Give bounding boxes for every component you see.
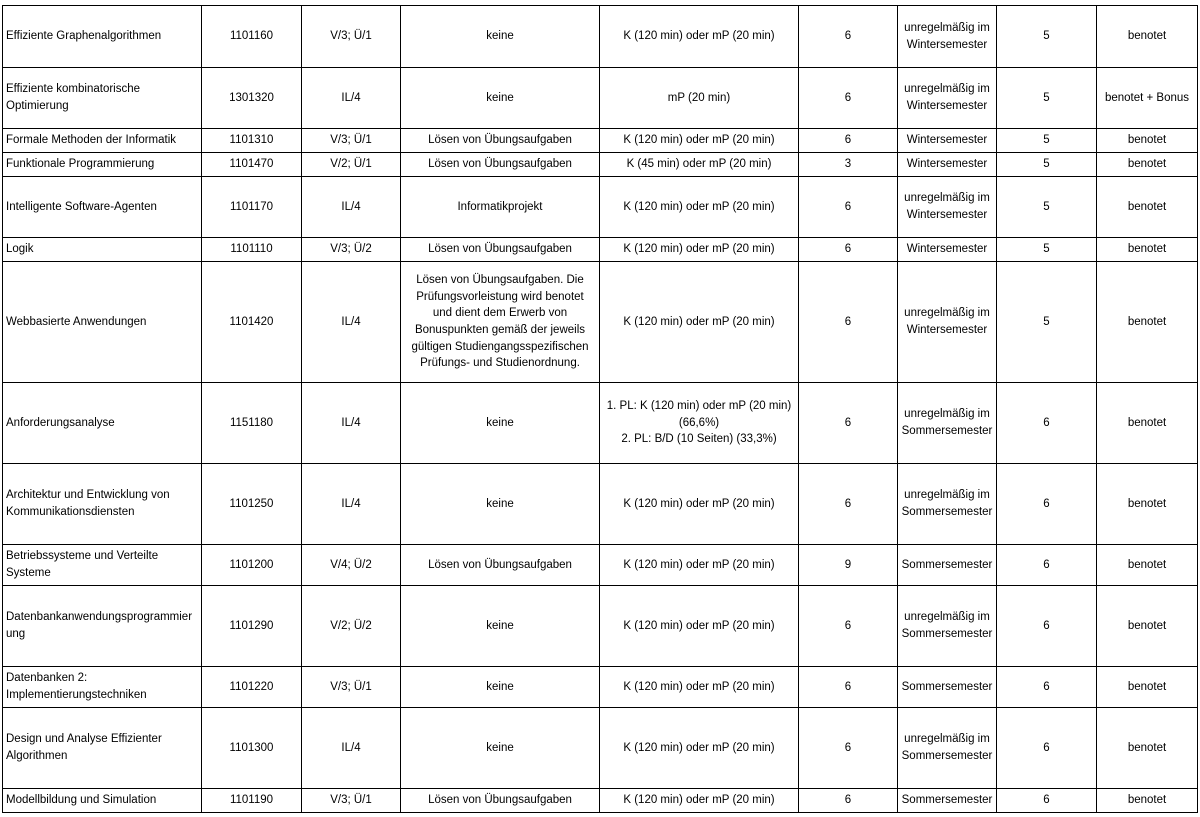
module-number: 1101310 [202, 129, 302, 153]
exam-form-line: 2. PL: B/D (10 Seiten) (33,3%) [621, 433, 777, 446]
teaching-form: IL/4 [302, 262, 401, 383]
module-number: 1101190 [202, 789, 302, 813]
exam-form [600, 383, 799, 464]
grading: benotet [1097, 238, 1198, 262]
module-number: 1301320 [202, 68, 302, 129]
grading: benotet [1097, 262, 1198, 383]
prerequisite: Lösen von Übungsaufgaben [401, 238, 600, 262]
grading: benotet [1097, 586, 1198, 667]
prerequisite: Lösen von Übungsaufgaben [401, 153, 600, 177]
exam-form: K (120 min) oder mP (20 min) [600, 586, 799, 667]
credit-points: 6 [799, 68, 898, 129]
prerequisite: Informatikprojekt [401, 177, 600, 238]
term-offered: Sommersemester [898, 789, 997, 813]
prerequisite: keine [401, 68, 600, 129]
teaching-form: IL/4 [302, 464, 401, 545]
prerequisite: Lösen von Übungsaufgaben [401, 789, 600, 813]
prerequisite: Lösen von Übungsaufgaben. Die Prüfungsvorleistung wird benotet und dient dem Erwerb von Bonuspunkten gemäß der jeweils gültigen Studiengangsspezifischen Prüfungs- und Studienordnung. [401, 262, 600, 383]
module-number: 1101290 [202, 586, 302, 667]
prerequisite: keine [401, 6, 600, 68]
module-number: 1101170 [202, 177, 302, 238]
credit-points: 6 [799, 586, 898, 667]
term-offered: Wintersemester [898, 153, 997, 177]
prerequisite: Lösen von Übungsaufgaben [401, 129, 600, 153]
table-row [3, 464, 1198, 545]
teaching-form: V/3; Ü/1 [302, 129, 401, 153]
exam-form: K (45 min) oder mP (20 min) [600, 153, 799, 177]
semester: 5 [997, 177, 1097, 238]
exam-form: K (120 min) oder mP (20 min) [600, 238, 799, 262]
table-row [3, 238, 1198, 262]
exam-form: K (120 min) oder mP (20 min) [600, 667, 799, 708]
prerequisite: keine [401, 464, 600, 545]
module-name: Anforderungsanalyse [3, 383, 202, 464]
module-table [2, 5, 1198, 813]
grading: benotet [1097, 6, 1198, 68]
prerequisite: keine [401, 383, 600, 464]
semester: 6 [997, 545, 1097, 586]
table-row [3, 262, 1198, 383]
credit-points: 3 [799, 153, 898, 177]
credit-points: 6 [799, 177, 898, 238]
term-offered: Sommersemester [898, 545, 997, 586]
module-name: Effiziente kombinatorische Optimierung [3, 68, 202, 129]
semester: 6 [997, 708, 1097, 789]
exam-form: K (120 min) oder mP (20 min) [600, 464, 799, 545]
term-offered: unregelmäßig im Wintersemester [898, 262, 997, 383]
table-row [3, 129, 1198, 153]
credit-points: 6 [799, 708, 898, 789]
module-name: Modellbildung und Simulation [3, 789, 202, 813]
prerequisite: Lösen von Übungsaufgaben [401, 545, 600, 586]
table-row [3, 6, 1198, 68]
table-row [3, 545, 1198, 586]
teaching-form: V/3; Ü/2 [302, 238, 401, 262]
credit-points: 6 [799, 262, 898, 383]
table-row [3, 383, 1198, 464]
module-number: 1101420 [202, 262, 302, 383]
module-number: 1101220 [202, 667, 302, 708]
exam-form: K (120 min) oder mP (20 min) [600, 129, 799, 153]
credit-points: 6 [799, 789, 898, 813]
table-row [3, 789, 1198, 813]
exam-form: K (120 min) oder mP (20 min) [600, 177, 799, 238]
term-offered: Sommersemester [898, 667, 997, 708]
teaching-form: V/3; Ü/1 [302, 667, 401, 708]
grading: benotet [1097, 177, 1198, 238]
table-row [3, 68, 1198, 129]
module-name: Architektur und Entwicklung von Kommunikationsdiensten [3, 464, 202, 545]
module-number: 1101110 [202, 238, 302, 262]
table-row [3, 586, 1198, 667]
term-offered: unregelmäßig im Sommersemester [898, 383, 997, 464]
teaching-form: IL/4 [302, 383, 401, 464]
module-number: 1101200 [202, 545, 302, 586]
teaching-form: V/4; Ü/2 [302, 545, 401, 586]
term-offered: unregelmäßig im Wintersemester [898, 177, 997, 238]
exam-form-line: (66,6%) [678, 416, 720, 429]
teaching-form: V/3; Ü/1 [302, 6, 401, 68]
term-offered: unregelmäßig im Sommersemester [898, 586, 997, 667]
grading: benotet [1097, 153, 1198, 177]
module-name: Datenbankanwendungsprogrammierung [3, 586, 202, 667]
exam-form: K (120 min) oder mP (20 min) [600, 6, 799, 68]
teaching-form: V/3; Ü/1 [302, 789, 401, 813]
table-row [3, 177, 1198, 238]
credit-points: 6 [799, 238, 898, 262]
table-row [3, 153, 1198, 177]
grading: benotet + Bonus [1097, 68, 1198, 129]
credit-points: 6 [799, 129, 898, 153]
semester: 5 [997, 262, 1097, 383]
module-name: Betriebssysteme und Verteilte Systeme [3, 545, 202, 586]
semester: 6 [997, 789, 1097, 813]
module-name: Design und Analyse Effizienter Algorithmen [3, 708, 202, 789]
module-number: 1101300 [202, 708, 302, 789]
semester: 5 [997, 68, 1097, 129]
semester: 5 [997, 238, 1097, 262]
table-row [3, 708, 1198, 789]
term-offered: Wintersemester [898, 129, 997, 153]
term-offered: unregelmäßig im Sommersemester [898, 464, 997, 545]
semester: 5 [997, 129, 1097, 153]
module-number: 1151180 [202, 383, 302, 464]
teaching-form: V/2; Ü/2 [302, 586, 401, 667]
semester: 6 [997, 667, 1097, 708]
semester: 5 [997, 153, 1097, 177]
exam-form-line: 1. PL: K (120 min) oder mP (20 min) [606, 399, 792, 412]
exam-form: K (120 min) oder mP (20 min) [600, 545, 799, 586]
module-name: Datenbanken 2: Implementierungstechniken [3, 667, 202, 708]
grading: benotet [1097, 545, 1198, 586]
semester: 6 [997, 383, 1097, 464]
semester: 6 [997, 586, 1097, 667]
module-name: Funktionale Programmierung [3, 153, 202, 177]
module-name: Formale Methoden der Informatik [3, 129, 202, 153]
exam-form: mP (20 min) [600, 68, 799, 129]
teaching-form: V/2; Ü/1 [302, 153, 401, 177]
credit-points: 6 [799, 6, 898, 68]
teaching-form: IL/4 [302, 68, 401, 129]
teaching-form: IL/4 [302, 177, 401, 238]
exam-form: K (120 min) oder mP (20 min) [600, 708, 799, 789]
exam-form: K (120 min) oder mP (20 min) [600, 789, 799, 813]
credit-points: 6 [799, 667, 898, 708]
table-row [3, 667, 1198, 708]
grading: benotet [1097, 464, 1198, 545]
prerequisite: keine [401, 667, 600, 708]
grading: benotet [1097, 789, 1198, 813]
term-offered: unregelmäßig im Wintersemester [898, 68, 997, 129]
module-name: Webbasierte Anwendungen [3, 262, 202, 383]
table-body [3, 6, 1198, 813]
module-number: 1101160 [202, 6, 302, 68]
module-number: 1101250 [202, 464, 302, 545]
grading: benotet [1097, 383, 1198, 464]
grading: benotet [1097, 708, 1198, 789]
credit-points: 9 [799, 545, 898, 586]
grading: benotet [1097, 667, 1198, 708]
prerequisite: keine [401, 586, 600, 667]
term-offered: Wintersemester [898, 238, 997, 262]
term-offered: unregelmäßig im Wintersemester [898, 6, 997, 68]
module-name: Intelligente Software-Agenten [3, 177, 202, 238]
semester: 6 [997, 464, 1097, 545]
grading: benotet [1097, 129, 1198, 153]
module-number: 1101470 [202, 153, 302, 177]
semester: 5 [997, 6, 1097, 68]
teaching-form: IL/4 [302, 708, 401, 789]
module-name: Logik [3, 238, 202, 262]
credit-points: 6 [799, 383, 898, 464]
exam-form: K (120 min) oder mP (20 min) [600, 262, 799, 383]
module-name: Effiziente Graphenalgorithmen [3, 6, 202, 68]
credit-points: 6 [799, 464, 898, 545]
prerequisite: keine [401, 708, 600, 789]
term-offered: unregelmäßig im Sommersemester [898, 708, 997, 789]
